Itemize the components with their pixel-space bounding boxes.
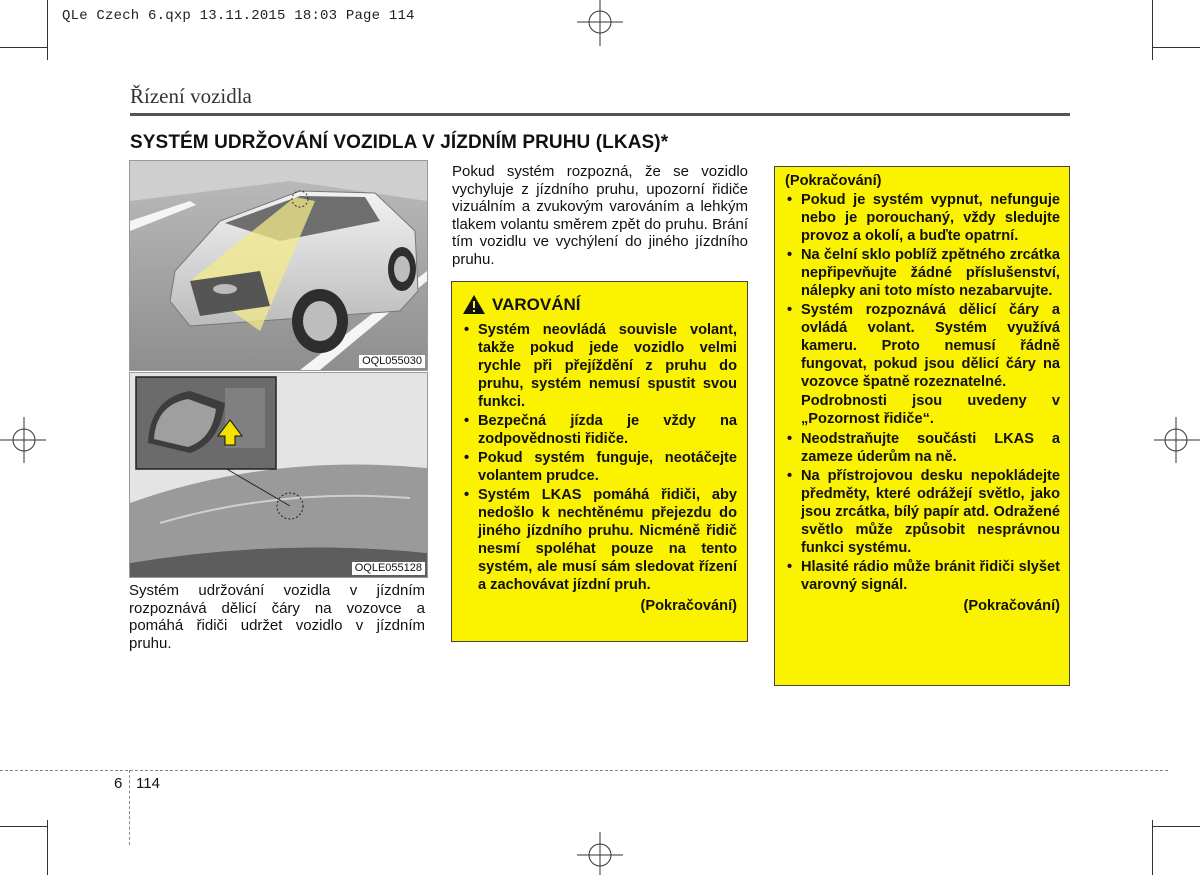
warning-list: [785, 430, 1060, 594]
crop-mark: [1152, 826, 1200, 827]
figure-windshield-camera: [129, 372, 428, 578]
crop-mark: [1152, 0, 1153, 60]
warning-item: • Bezpečná jízda je vždy na zodpovědnosti řidiče.: [462, 412, 737, 448]
figure-car-lkas: [129, 160, 428, 371]
warning-triangle-icon: [462, 294, 486, 315]
car-illustration: [130, 161, 427, 370]
figure-code: OQLE055128: [352, 562, 425, 575]
continued-label: (Pokračování): [640, 598, 737, 614]
section-title: Řízení vozidla: [130, 84, 252, 108]
crop-mark: [0, 47, 48, 48]
chapter-number: 6: [114, 775, 123, 792]
warning-list: [462, 321, 737, 594]
warning-item: • Systém rozpoznává dělicí čáry a ovládá volant. Systém využívá kameru. Proto nemusí řádně fungovat, pokud jsou dělicí čáry na vozovce špatně rozeznatelné.: [785, 301, 1060, 391]
continued-label: (Pokračování): [785, 173, 882, 189]
registration-mark-icon: [575, 830, 625, 875]
figure-code: OQL055030: [359, 355, 425, 368]
crop-mark: [1152, 820, 1153, 875]
warning-header: [462, 294, 737, 315]
page-heading: SYSTÉM UDRŽOVÁNÍ VOZIDLA V JÍZDNÍM PRUHU (LKAS)*: [130, 132, 669, 153]
crop-mark: [1152, 47, 1200, 48]
page-number: 114: [136, 775, 160, 792]
warning-item: • Systém neovládá souvisle volant, takže pokud jede vozidlo velmi rychle při přejíždění z pruhu do pruhu, systém nemusí spustit svou funkci.: [462, 321, 737, 411]
crop-mark: [0, 826, 48, 827]
registration-mark-icon: [575, 0, 625, 48]
warning-title: VAROVÁNÍ: [492, 294, 581, 314]
continued-label: (Pokračování): [963, 598, 1060, 614]
lane-departure-paragraph: Pokud systém rozpozná, že se vozidlo vychyluje z jízdního pruhu, upozorní řidiče vizuálním a zvukovým varováním a lehkým tlakem volantu směrem zpět do pruhu. Brání tím vozidlu ve vychýlení do jiného jízdního pruhu.: [452, 163, 748, 268]
cross-reference-note: Podrobnosti jsou uvedeny v „Pozornost řidiče“.: [801, 393, 1060, 427]
crop-mark: [47, 0, 48, 60]
footer-guide-line: [0, 770, 1168, 771]
windshield-illustration: [130, 373, 427, 577]
warning-list: [785, 191, 1060, 391]
warning-item: • Na čelní sklo poblíž zpětného zrcátka nepřipevňujte žádné příslušenství, nálepky ani toto místo nezabarvujte.: [785, 246, 1060, 300]
footer-guide-line: [129, 770, 130, 845]
intro-paragraph: Systém udržování vozidla v jízdním rozpoznává dělicí čáry na vozovce a pomáhá řidiči udržet vozidlo v jízdním pruhu.: [129, 582, 425, 652]
warning-item: • Na přístrojovou desku nepokládejte předměty, které odrážejí světlo, jako jsou zrcátka, bílý papír atd. Odražené světlo může způsobit nesprávnou funkci systému.: [785, 467, 1060, 557]
crop-mark: [47, 820, 48, 875]
warning-item: • Pokud systém funguje, neotáčejte volantem prudce.: [462, 449, 737, 485]
warning-item: • Hlasité rádio může bránit řidiči slyšet varovný signál.: [785, 558, 1060, 594]
registration-mark-icon: [1152, 415, 1200, 465]
warning-item: • Neodstraňujte součásti LKAS a zameze úderům na ně.: [785, 430, 1060, 466]
warning-continued-box: [774, 166, 1070, 686]
print-crop-header: QLe Czech 6.qxp 13.11.2015 18:03 Page 114: [62, 8, 415, 24]
section-divider: [130, 113, 1070, 116]
registration-mark-icon: [0, 415, 48, 465]
warning-box: [451, 281, 748, 642]
warning-item: • Systém LKAS pomáhá řidiči, aby nedošlo k nechtěnému přejezdu do jiného jízdního pruhu. Nicméně řidič nesmí spoléhat pouze na tento systém, ale musí sám sledovat řízení a zachovávat jízdní pruh.: [462, 486, 737, 594]
warning-item: • Pokud je systém vypnut, nefunguje nebo je porouchaný, vždy sledujte provoz a okolí, a buďte opatrní.: [785, 191, 1060, 245]
